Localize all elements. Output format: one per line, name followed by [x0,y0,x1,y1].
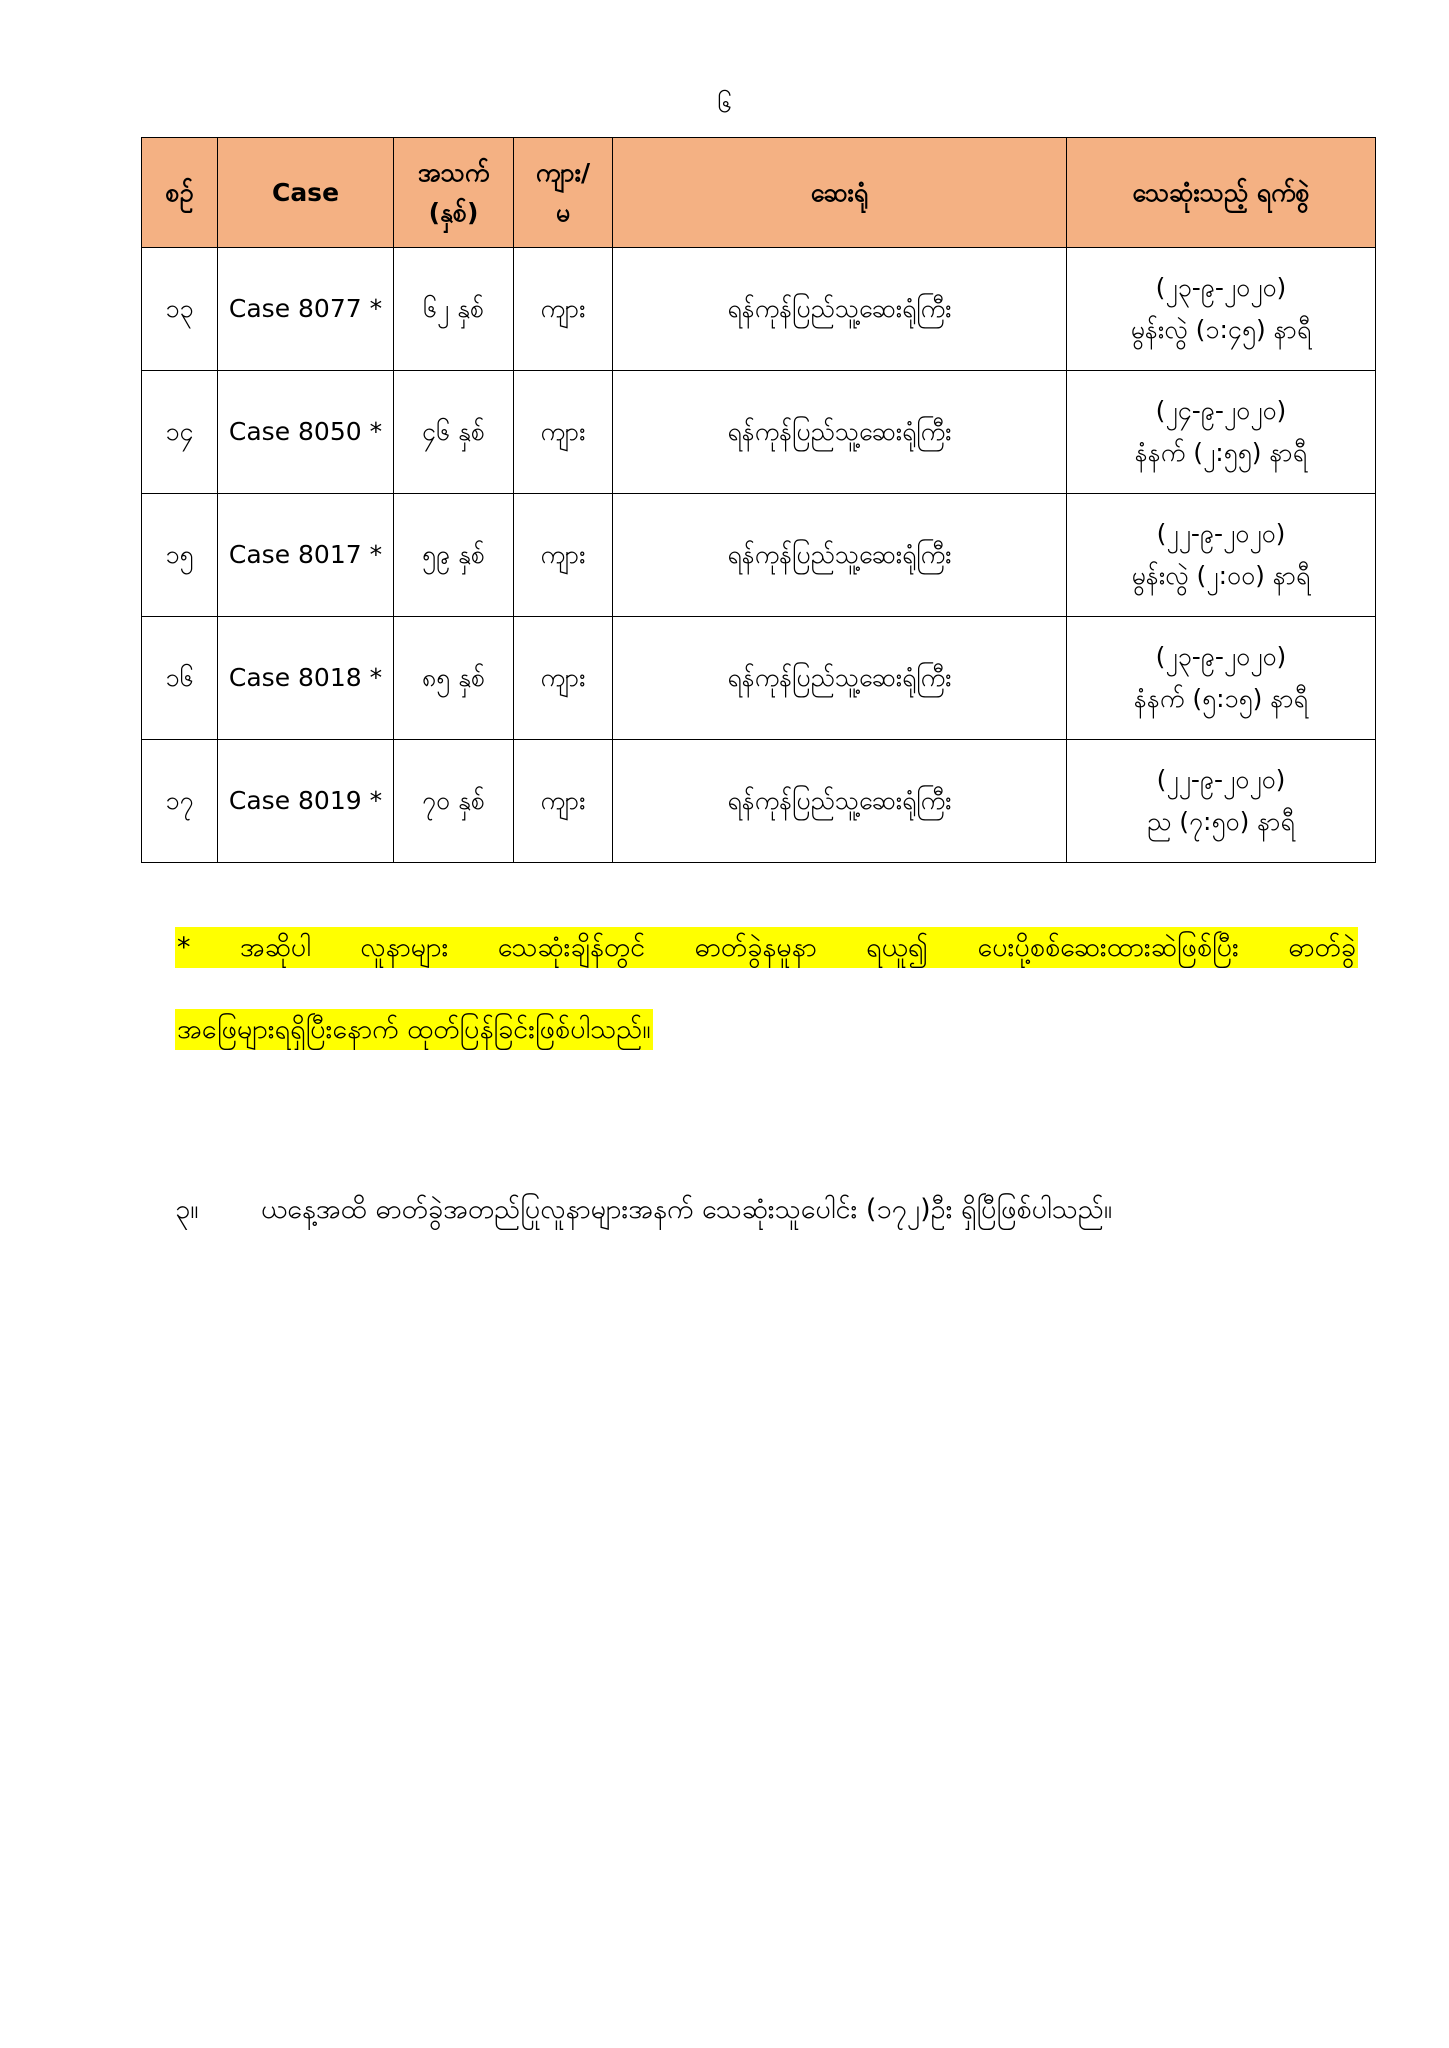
cell-no: ၁၄ [142,371,218,494]
cell-case: Case 8019 * [218,740,394,863]
cell-no: ၁၅ [142,494,218,617]
cell-age: ၄၆ နှစ် [394,371,514,494]
header-age [394,138,514,248]
cell-date [1067,617,1376,740]
cell-sex: ကျား [514,248,613,371]
paragraph-text: ယနေ့အထိ ဓာတ်ခွဲအတည်ပြုလူနာများအနက် သေဆုံးသူပေါင်း (၁၇၂)ဦး ရှိပြီဖြစ်ပါသည်။ [261,1194,1113,1225]
cell-date [1067,740,1376,863]
footnote-line-1: * အဆိုပါ လူနာများ သေဆုံးချိန်တွင် ဓာတ်ခွဲနမူနာ ရယူ၍ ပေးပို့စစ်ဆေးထားဆဲဖြစ်ပြီး ဓာတ်ခွဲ [175,927,1358,968]
cell-time-value: နံနက် (၂:၅၅) နာရီ [1134,438,1308,467]
cell-date-value: (၂၄-၉-၂၀၂၀) [1155,396,1287,425]
header-date: သေဆုံးသည့် ရက်စွဲ [1067,138,1376,248]
cell-date-value: (၂၂-၉-၂၀၂၀) [1156,519,1286,548]
header-sex-line2: မ [555,197,571,227]
table-row [142,494,1376,617]
cell-no: ၁၇ [142,740,218,863]
cell-hospital: ရန်ကုန်ပြည်သူ့ဆေးရုံကြီး [613,371,1067,494]
header-age-line1: အသက် [417,157,490,187]
cell-sex: ကျား [514,371,613,494]
header-no: စဉ် [142,138,218,248]
cell-sex: ကျား [514,740,613,863]
footnote-line-1-wrap [175,928,1358,968]
cell-hospital: ရန်ကုန်ပြည်သူ့ဆေးရုံကြီး [613,494,1067,617]
cell-date-value: (၂၂-၉-၂၀၂၀) [1156,765,1286,794]
header-sex [514,138,613,248]
highlighted-footnote [175,928,1358,1050]
header-case: Case [218,138,394,248]
cell-hospital: ရန်ကုန်ပြည်သူ့ဆေးရုံကြီး [613,740,1067,863]
cell-age: ၇၀ နှစ် [394,740,514,863]
cell-time-value: မွန်းလွဲ (၁:၄၅) နာရီ [1130,315,1312,344]
cell-time-value: နံနက် (၅:၁၅) နာရီ [1134,684,1308,713]
cell-time-value: မွန်းလွဲ (၂:၀၀) နာရီ [1131,561,1311,590]
summary-paragraph [175,1190,1375,1230]
cell-hospital: ရန်ကုန်ပြည်သူ့ဆေးရုံကြီး [613,617,1067,740]
cell-hospital: ရန်ကုန်ပြည်သူ့ဆေးရုံကြီး [613,248,1067,371]
cell-no: ၁၆ [142,617,218,740]
header-sex-line1: ကျား/ [535,157,591,187]
cell-no: ၁၃ [142,248,218,371]
header-hospital: ဆေးရုံ [613,138,1067,248]
cell-age: ၅၉ နှစ် [394,494,514,617]
cell-case: Case 8077 * [218,248,394,371]
deaths-table [141,137,1376,863]
cell-sex: ကျား [514,494,613,617]
table-row [142,371,1376,494]
cell-time-value: ည (၇:၅၀) နာရီ [1147,807,1295,836]
footnote-line-2-wrap [175,1010,1358,1050]
cell-date [1067,494,1376,617]
cell-case: Case 8050 * [218,371,394,494]
page-number: ၆ [717,89,732,119]
cell-case: Case 8017 * [218,494,394,617]
table-header-row [142,138,1376,248]
cell-date [1067,248,1376,371]
cell-date-value: (၂၃-၉-၂၀၂၀) [1155,273,1287,302]
footnote-line-2: အဖြေများရရှိပြီးနောက် ထုတ်ပြန်ခြင်းဖြစ်ပါသည်။ [175,1009,653,1050]
cell-case: Case 8018 * [218,617,394,740]
cell-age: ၆၂ နှစ် [394,248,514,371]
cell-sex: ကျား [514,617,613,740]
table-row [142,740,1376,863]
cell-date-value: (၂၃-၉-၂၀၂၀) [1155,642,1287,671]
cell-date [1067,371,1376,494]
table-row [142,248,1376,371]
paragraph-number: ၃။ [175,1194,199,1225]
header-age-line2: (နှစ်) [428,197,479,227]
cell-age: ၈၅ နှစ် [394,617,514,740]
table-row [142,617,1376,740]
